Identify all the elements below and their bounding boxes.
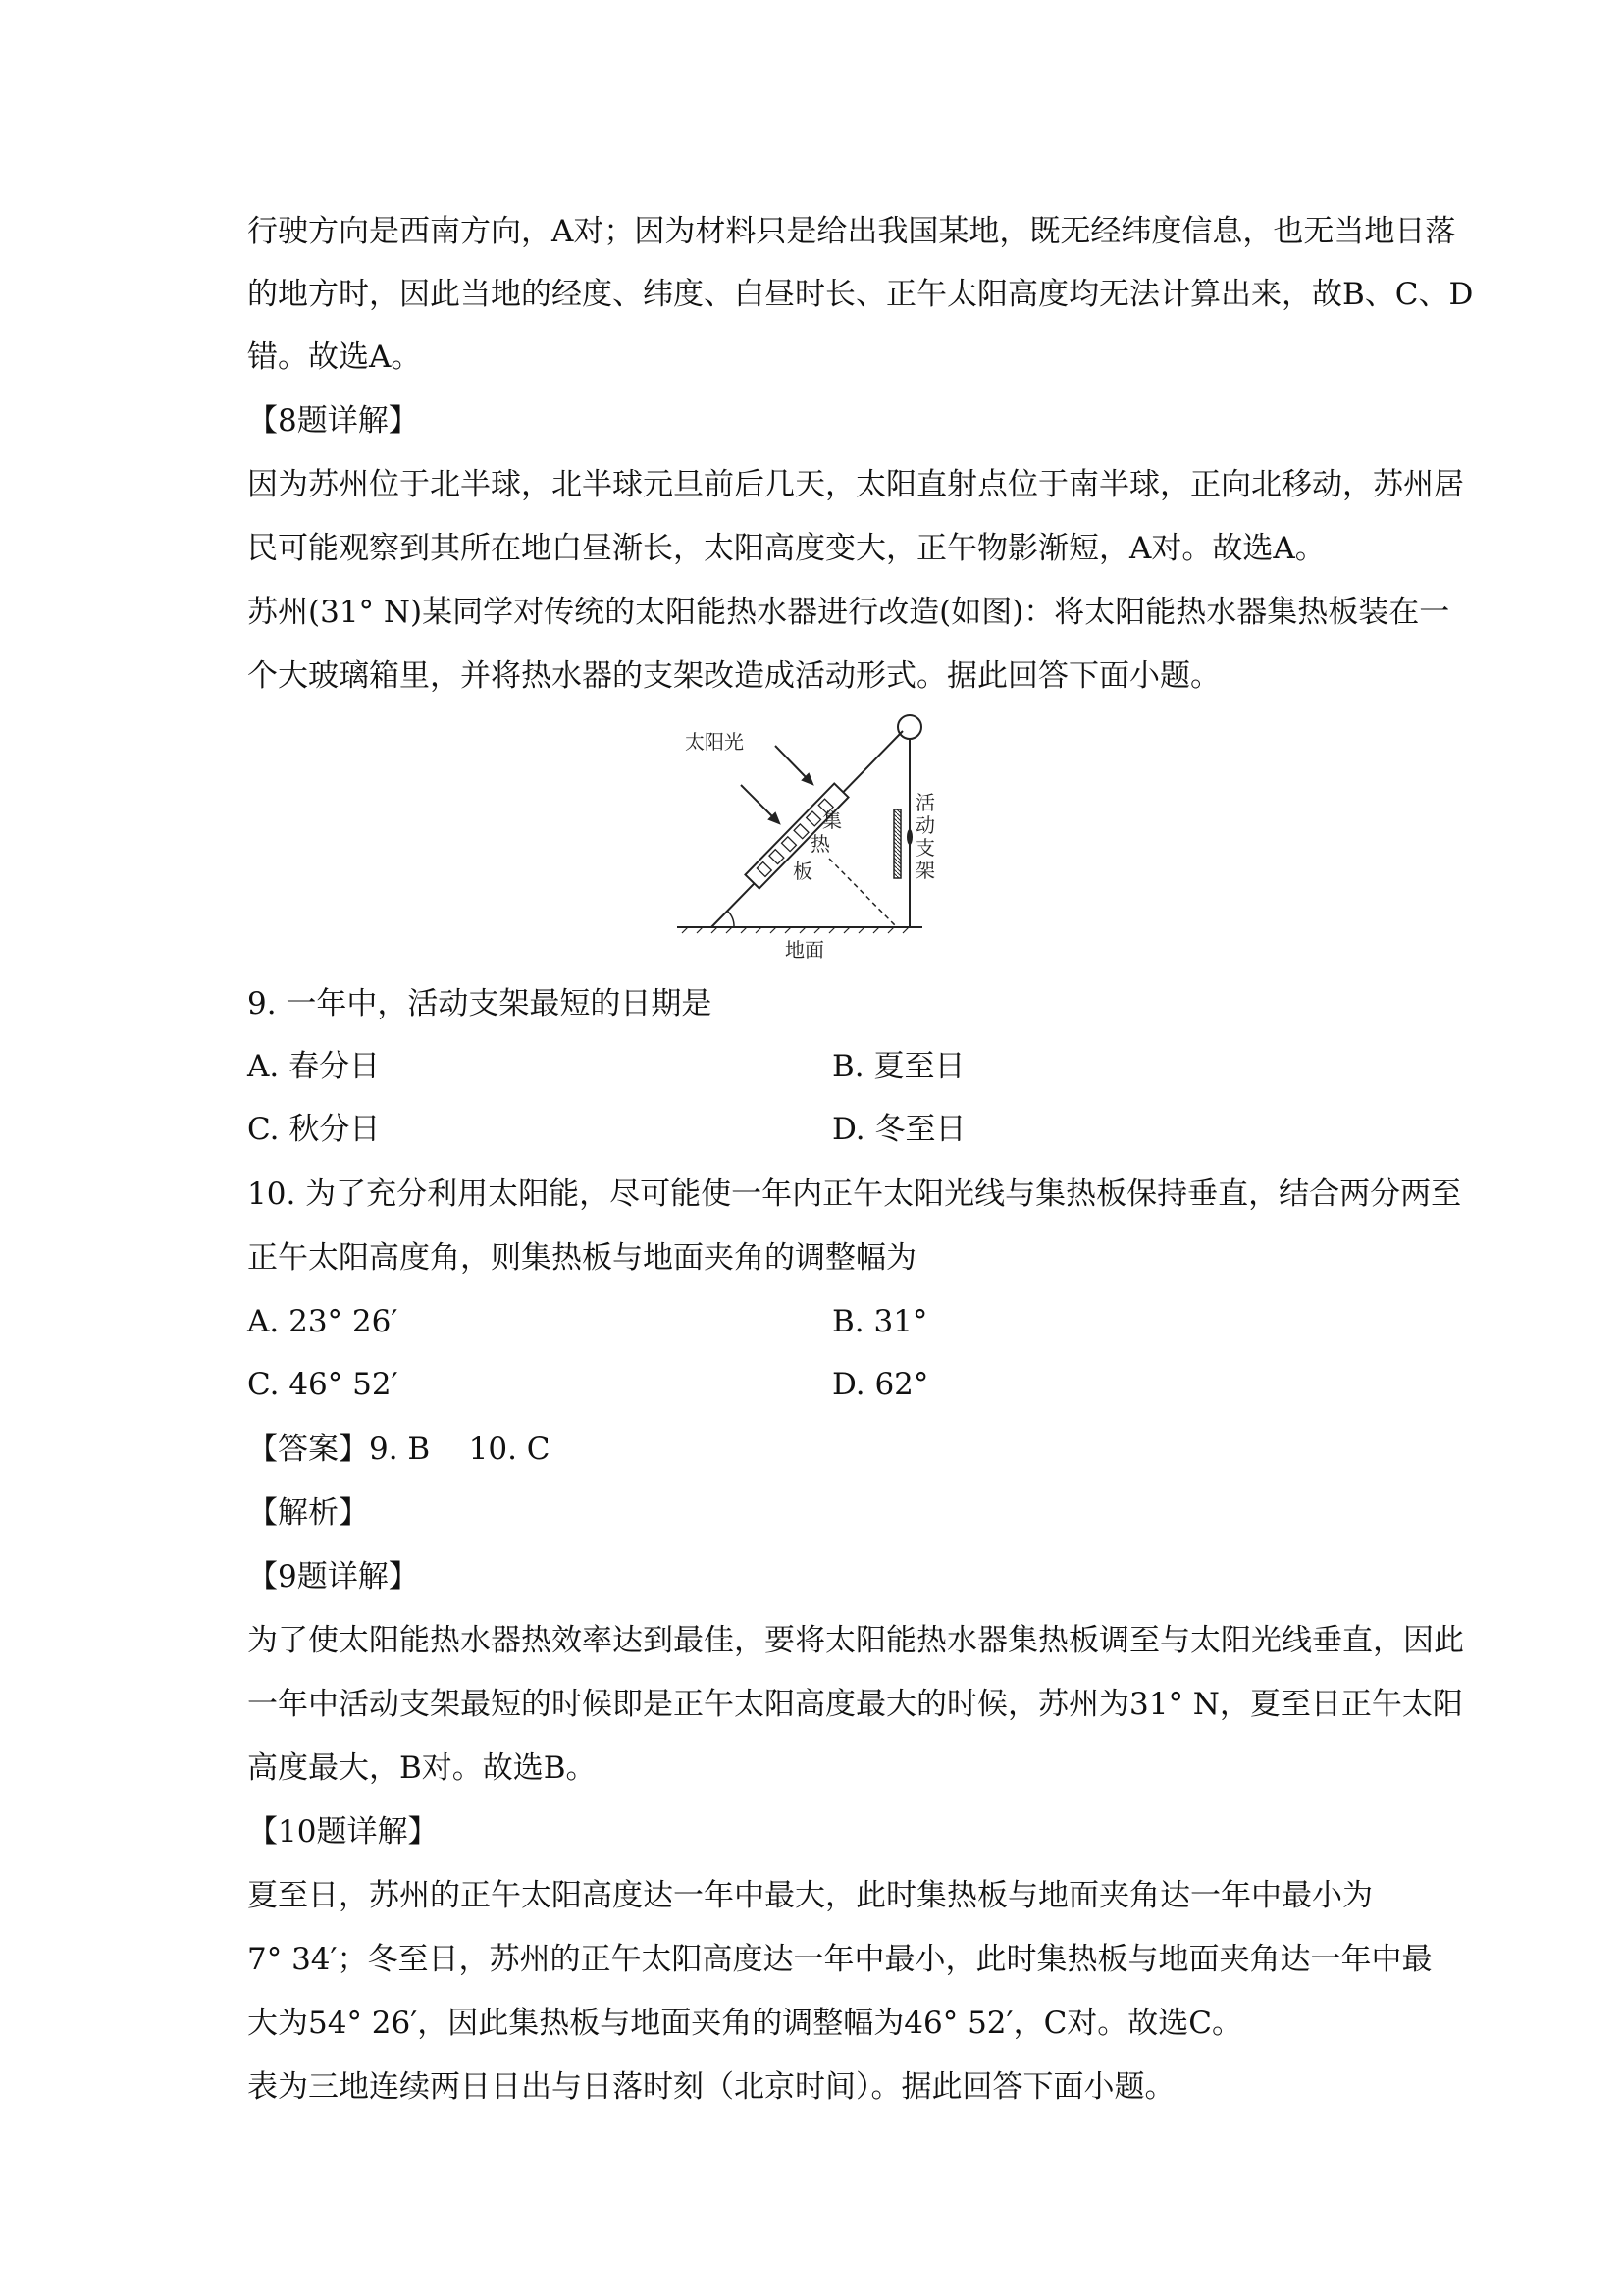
analysis-heading: 【解析】 — [247, 1495, 369, 1531]
text-line: 大为54° 26′，因此集热板与地面夹角的调整幅为46° 52′，C对。故选C。 — [247, 2006, 1243, 2041]
section-heading: 【9题详解】 — [247, 1559, 419, 1594]
q9-option-d: D. 冬至日 — [832, 1112, 967, 1147]
q10-option-c: C. 46° 52′ — [247, 1367, 398, 1402]
pulley-icon — [898, 715, 921, 739]
text-line: 因为苏州位于北半球，北半球元旦前后几天，太阳直射点位于南半球，正向北移动，苏州居 — [247, 467, 1464, 502]
support-label-3: 支 — [916, 836, 935, 860]
text-line: 苏州(31° N)某同学对传统的太阳能热水器进行改造(如图)：将太阳能热水器集热板装在一 — [247, 595, 1450, 630]
q9-option-b: B. 夏至日 — [832, 1049, 966, 1084]
support-label-4: 架 — [916, 859, 935, 882]
text-line: 错。故选A。 — [247, 339, 422, 375]
q10-option-a: A. 23° 26′ — [247, 1304, 398, 1339]
panel-label-3: 板 — [793, 860, 812, 883]
answer-line: 【答案】9. B 10. C — [247, 1432, 550, 1467]
text-line: 夏至日，苏州的正午太阳高度达一年中最大，此时集热板与地面夹角达一年中最小为 — [247, 1878, 1373, 1913]
panel-label-1: 集 — [822, 809, 842, 832]
ground-label: 地面 — [785, 938, 824, 962]
text-line: 为了使太阳能热水器热效率达到最佳，要将太阳能热水器集热板调至与太阳光线垂直，因此 — [247, 1623, 1464, 1658]
sunlight-label: 太阳光 — [685, 730, 744, 754]
dashed-line — [829, 859, 895, 925]
q9-option-a: A. 春分日 — [247, 1049, 381, 1084]
text-line: 民可能观察到其所在地白昼渐长，太阳高度变大，正午物影渐短，A对。故选A。 — [247, 531, 1326, 566]
panel-label-2: 热 — [811, 832, 830, 856]
text-line: 表为三地连续两日日出与日落时刻（北京时间）。据此回答下面小题。 — [247, 2069, 1176, 2105]
section-heading: 【10题详解】 — [247, 1814, 439, 1850]
support-label-1: 活 — [916, 791, 935, 814]
q10-option-b: B. 31° — [832, 1304, 928, 1339]
question-9: 9. 一年中，活动支架最短的日期是 — [247, 986, 712, 1021]
text-line: 个大玻璃箱里，并将热水器的支架改造成活动形式。据此回答下面小题。 — [247, 658, 1221, 694]
support-rod — [894, 809, 901, 878]
q9-option-c: C. 秋分日 — [247, 1112, 381, 1147]
support-label-2: 动 — [916, 813, 935, 837]
question-10: 10. 为了充分利用太阳能，尽可能使一年内正午太阳光线与集热板保持垂直，结合两分两至 — [247, 1176, 1462, 1212]
support-clamp — [907, 829, 913, 845]
text-line: 行驶方向是西南方向，A对；因为材料只是给出我国某地，既无经纬度信息，也无当地日落 — [247, 214, 1456, 249]
question-10-cont: 正午太阳高度角，则集热板与地面夹角的调整幅为 — [247, 1240, 916, 1276]
text-line: 一年中活动支架最短的时候即是正午太阳高度最大的时候，苏州为31° N，夏至日正午太阳 — [247, 1687, 1463, 1722]
sun-ray-arrows — [741, 746, 812, 823]
text-line: 7° 34′；冬至日，苏州的正午太阳高度达一年中最小，此时集热板与地面夹角达一年中最 — [247, 1942, 1433, 1977]
solar-heater-diagram — [677, 711, 971, 966]
section-heading: 【8题详解】 — [247, 403, 419, 439]
text-line: 高度最大，B对。故选B。 — [247, 1750, 597, 1786]
angle-arc — [727, 911, 734, 927]
q10-option-d: D. 62° — [832, 1367, 929, 1402]
text-line: 的地方时，因此当地的经度、纬度、白昼时长、正午太阳高度均无法计算出来，故B、C、D — [247, 277, 1474, 312]
